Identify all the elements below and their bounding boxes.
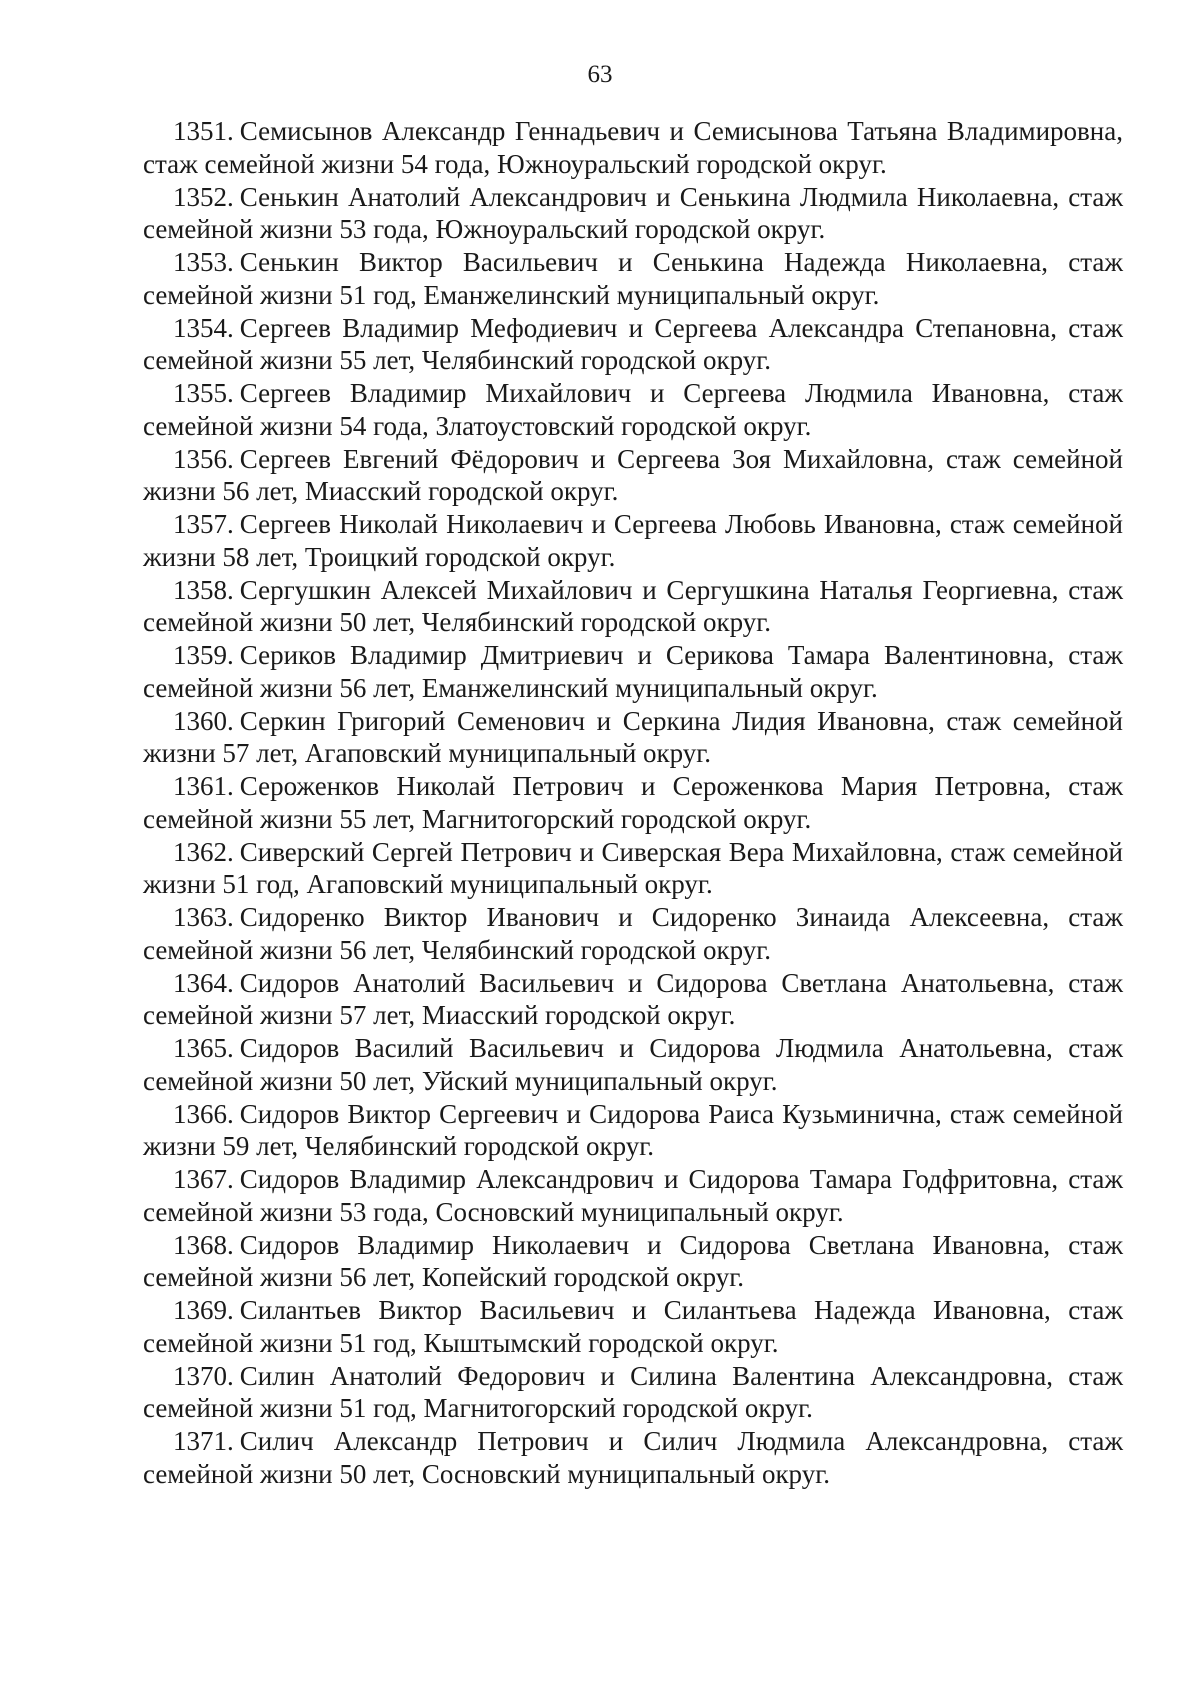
entry-number: 1360. bbox=[173, 705, 234, 736]
entry-number: 1352. bbox=[173, 181, 234, 212]
entry-text: Силин Анатолий Федорович и Силина Валентина Александровна, стаж семейной жизни 51 год, Магнитогорский городской округ. bbox=[143, 1360, 1123, 1423]
entry-number: 1371. bbox=[173, 1426, 234, 1456]
entry-text: Сергеев Владимир Мефодиевич и Сергеева Александра Степановна, стаж семейной жизни 55 лет, Челябинский городской округ. bbox=[143, 312, 1123, 375]
list-item bbox=[143, 508, 1123, 573]
entry-number: 1359. bbox=[173, 640, 234, 670]
list-item bbox=[143, 1294, 1123, 1359]
entry-number: 1368. bbox=[173, 1229, 234, 1260]
list-item bbox=[143, 1229, 1123, 1294]
entry-text: Сергеев Евгений Фёдорович и Сергеева Зоя Михайловна, стаж семейной жизни 56 лет, Миасский городской округ. bbox=[143, 443, 1123, 506]
entry-number: 1354. bbox=[173, 312, 234, 343]
entry-text: Сероженков Николай Петрович и Сероженкова Мария Петровна, стаж семейной жизни 55 лет, Магнитогорский городской округ. bbox=[143, 771, 1123, 834]
entry-number: 1370. bbox=[173, 1360, 234, 1391]
list-item bbox=[143, 836, 1123, 901]
list-item bbox=[143, 1032, 1123, 1097]
entry-number: 1353. bbox=[173, 247, 234, 277]
page-number: 63 bbox=[587, 61, 613, 88]
entry-number: 1363. bbox=[173, 902, 234, 932]
list-item bbox=[143, 1163, 1123, 1228]
entry-text: Сидоров Анатолий Васильевич и Сидорова Светлана Анатольевна, стаж семейной жизни 57 лет, Миасский городской округ. bbox=[143, 967, 1123, 1030]
entry-list bbox=[143, 115, 1123, 1491]
entry-number: 1362. bbox=[173, 836, 234, 867]
entry-text: Сидоров Виктор Сергеевич и Сидорова Раиса Кузьминична, стаж семейной жизни 59 лет, Челябинский городской округ. bbox=[143, 1098, 1123, 1161]
list-item bbox=[143, 181, 1123, 246]
entry-text: Сергушкин Алексей Михайлович и Сергушкина Наталья Георгиевна, стаж семейной жизни 50 лет, Челябинский городской округ. bbox=[143, 574, 1123, 637]
list-item bbox=[143, 1425, 1123, 1490]
entry-text: Семисынов Александр Геннадьевич и Семисынова Татьяна Владимировна, стаж семейной жизни 54 года, Южноуральский городской округ. bbox=[143, 116, 1123, 179]
entry-text: Сиверский Сергей Петрович и Сиверская Вера Михайловна, стаж семейной жизни 51 год, Агаповский муниципальный округ. bbox=[143, 836, 1123, 899]
list-item bbox=[143, 115, 1123, 180]
list-item bbox=[143, 1360, 1123, 1425]
list-item bbox=[143, 246, 1123, 311]
list-item bbox=[143, 574, 1123, 639]
list-item bbox=[143, 312, 1123, 377]
list-item bbox=[143, 770, 1123, 835]
list-item bbox=[143, 967, 1123, 1032]
entry-text: Серкин Григорий Семенович и Серкина Лидия Ивановна, стаж семейной жизни 57 лет, Агаповский муниципальный округ. bbox=[143, 705, 1123, 768]
entry-number: 1356. bbox=[173, 443, 234, 474]
entry-number: 1367. bbox=[173, 1164, 234, 1194]
entry-text: Сенькин Виктор Васильевич и Сенькина Надежда Николаевна, стаж семейной жизни 51 год, Еманжелинский муниципальный округ. bbox=[143, 247, 1123, 310]
entry-text: Сергеев Николай Николаевич и Сергеева Любовь Ивановна, стаж семейной жизни 58 лет, Троицкий городской округ. bbox=[143, 509, 1123, 572]
entry-number: 1357. bbox=[173, 509, 234, 539]
list-item bbox=[143, 705, 1123, 770]
list-item bbox=[143, 901, 1123, 966]
entry-number: 1361. bbox=[173, 771, 234, 801]
list-item bbox=[143, 1098, 1123, 1163]
entry-number: 1355. bbox=[173, 378, 234, 408]
entry-text: Сидоров Василий Васильевич и Сидорова Людмила Анатольевна, стаж семейной жизни 50 лет, Уйский муниципальный округ. bbox=[143, 1033, 1123, 1096]
entry-number: 1366. bbox=[173, 1098, 234, 1129]
entry-text: Силантьев Виктор Васильевич и Силантьева Надежда Ивановна, стаж семейной жизни 51 год, Кыштымский городской округ. bbox=[143, 1295, 1123, 1358]
entry-number: 1365. bbox=[173, 1033, 234, 1063]
entry-text: Сериков Владимир Дмитриевич и Серикова Тамара Валентиновна, стаж семейной жизни 56 лет, Еманжелинский муниципальный округ. bbox=[143, 640, 1123, 703]
entry-text: Сидоров Владимир Александрович и Сидорова Тамара Годфритовна, стаж семейной жизни 53 года, Сосновский муниципальный округ. bbox=[143, 1164, 1123, 1227]
entry-number: 1358. bbox=[173, 574, 234, 605]
list-item bbox=[143, 443, 1123, 508]
entry-number: 1351. bbox=[173, 116, 234, 146]
entry-number: 1364. bbox=[173, 967, 234, 998]
entry-text: Сидоров Владимир Николаевич и Сидорова Светлана Ивановна, стаж семейной жизни 56 лет, Копейский городской округ. bbox=[143, 1229, 1123, 1292]
entry-text: Силич Александр Петрович и Силич Людмила Александровна, стаж семейной жизни 50 лет, Сосновский муниципальный округ. bbox=[143, 1426, 1123, 1489]
entry-number: 1369. bbox=[173, 1295, 234, 1325]
entry-text: Сенькин Анатолий Александрович и Сенькина Людмила Николаевна, стаж семейной жизни 53 года, Южноуральский городской округ. bbox=[143, 181, 1123, 244]
entry-text: Сидоренко Виктор Иванович и Сидоренко Зинаида Алексеевна, стаж семейной жизни 56 лет, Челябинский городской округ. bbox=[143, 902, 1123, 965]
entry-text: Сергеев Владимир Михайлович и Сергеева Людмила Ивановна, стаж семейной жизни 54 года, Златоустовский городской округ. bbox=[143, 378, 1123, 441]
list-item bbox=[143, 377, 1123, 442]
list-item bbox=[143, 639, 1123, 704]
